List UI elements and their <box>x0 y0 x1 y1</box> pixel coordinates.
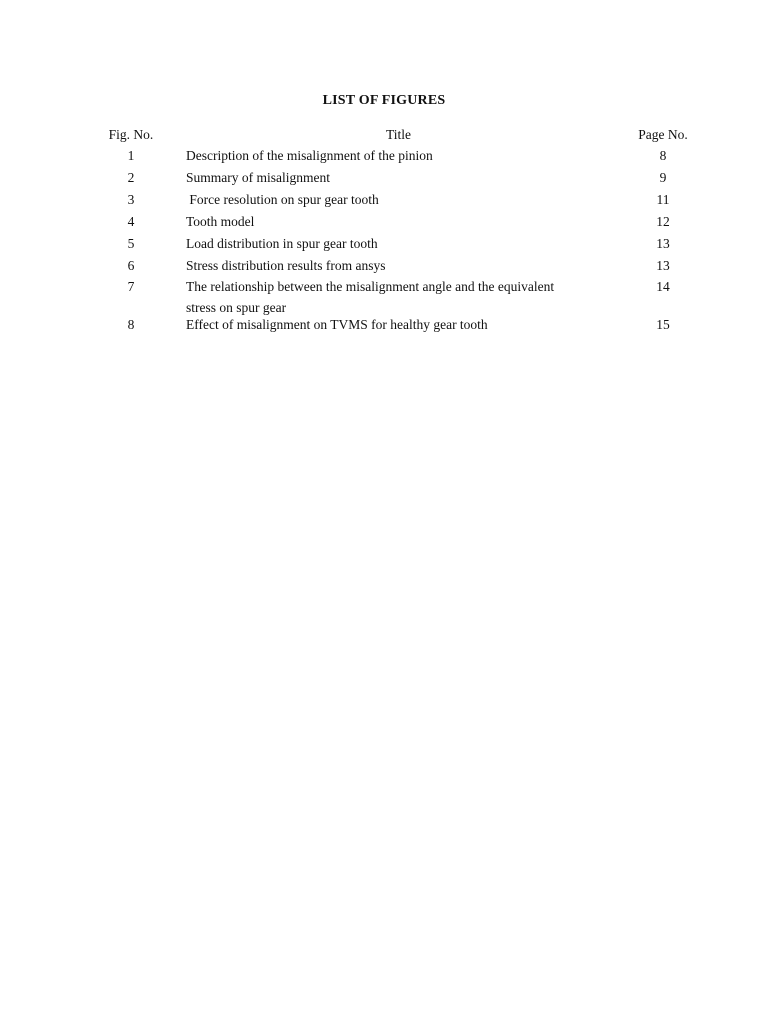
fig-number: 4 <box>127 214 135 229</box>
fig-number: 8 <box>127 317 135 332</box>
fig-title: Force resolution on spur gear tooth <box>186 192 379 207</box>
fig-number: 6 <box>127 258 135 273</box>
fig-title: Stress distribution results from ansys <box>186 258 386 273</box>
header-fig-no: Fig. No. <box>108 127 154 142</box>
fig-title: Tooth model <box>186 214 255 229</box>
fig-number: 5 <box>127 236 135 251</box>
fig-number: 2 <box>127 170 135 185</box>
fig-page: 8 <box>659 148 667 163</box>
fig-page: 13 <box>656 236 670 251</box>
header-title: Title <box>385 127 412 142</box>
fig-page: 9 <box>659 170 667 185</box>
fig-title: The relationship between the misalignment angle and the equivalent <box>186 279 555 294</box>
fig-number: 3 <box>127 192 135 207</box>
fig-page: 15 <box>656 317 670 332</box>
fig-title: Load distribution in spur gear tooth <box>186 236 378 251</box>
fig-page: 11 <box>656 192 670 207</box>
fig-page: 12 <box>656 214 670 229</box>
fig-title: Summary of misalignment <box>186 170 330 185</box>
page-title: LIST OF FIGURES <box>322 93 446 108</box>
fig-title: Effect of misalignment on TVMS for healthy gear tooth <box>186 317 488 332</box>
fig-page: 14 <box>656 279 670 294</box>
fig-page: 13 <box>656 258 670 273</box>
fig-number: 7 <box>127 279 135 294</box>
header-page-no: Page No. <box>638 127 688 142</box>
fig-number: 1 <box>127 148 135 163</box>
fig-title: Description of the misalignment of the pinion <box>186 148 433 163</box>
fig-title-line2: stress on spur gear <box>186 300 287 315</box>
